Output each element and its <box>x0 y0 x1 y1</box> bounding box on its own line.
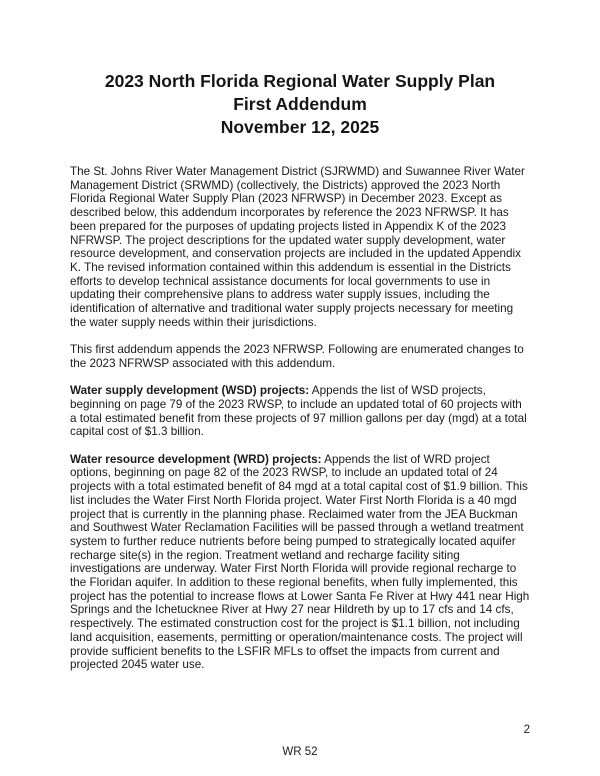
paragraph-appendum-note <box>70 343 531 370</box>
document-title-line-2: First Addendum <box>233 94 367 114</box>
paragraph-text: Appends the list of WRD project options, beginning on page 82 of the 2023 RWSP, to include an updated total of 24 projects with a total estimated benefit of 84 mgd at a total capital cost of $1.9 billion. This list includes the Water First North Florida project. Water First North Florida is a 40 mgd project that is currently in the planning phase. Reclaimed water from the JEA Buckman and Southwest Water Reclamation Facilities will be passed through a wetland treatment system to further reduce nutrients before being pumped to strategically located aquifer recharge site(s) in the region. Treatment wetland and recharge facility siting investigations are underway. Water First North Florida will provide regional recharge to the Floridan aquifer. In addition to these regional benefits, when fully implemented, this project has the potential to increase flows at Lower Santa Fe River at Hwy 441 near High Springs and the Ichetucknee River at Hwy 27 near Hildreth by up to 17 cfs and 14 cfs, respectively. The estimated construction cost for the project is $1.1 billion, not including land acquisition, easements, permitting or operation/maintenance costs. The project will provide sufficient benefits to the LSFIR MFLs to offset the impacts from current and projected 2045 water use. <box>70 452 530 672</box>
document-title-line-3: November 12, 2025 <box>220 117 380 137</box>
paragraph-text: Appends the list of WSD projects, beginning on page 79 of the 2023 RWSP, to include an updated total of 60 projects with a total estimated benefit from these projects of 97 million gallons per day (mgd) at a total capital cost of $1.3 billion. <box>70 384 527 439</box>
page-number: 2 <box>523 724 530 736</box>
document-body <box>70 165 531 672</box>
paragraph-text: The St. Johns River Water Management District (SJRWMD) and Suwannee River Water Management District (SRWMD) (collectively, the Districts) approved the 2023 North Florida Regional Water Supply Plan (2023 NFRWSP) in December 2023. Except as described below, this addendum incorporates by reference the 2023 NFRWSP. It has been prepared for the purposes of updating projects listed in Appendix K of the 2023 NFRWSP. The project descriptions for the updated water supply development, water resource development, and conservation projects are included in the updated Appendix K. The revised information contained within this addendum is essential in the Districts efforts to develop technical assistance documents for local governments to use in updating their comprehensive plans to address water supply issues, including the identification of alternative and traditional water supply projects necessary for meeting the water supply needs within their jurisdictions. <box>70 165 525 329</box>
paragraph-lead: Water supply development (WSD) projects: <box>70 384 310 398</box>
paragraph-wsd-projects <box>70 384 531 439</box>
paragraph-intro <box>70 165 531 329</box>
document-title <box>0 0 600 139</box>
document-title-line-1: 2023 North Florida Regional Water Supply Plan <box>104 71 496 91</box>
paragraph-lead: Water resource development (WRD) projects: <box>70 452 322 466</box>
footer-doc-code: WR 52 <box>282 746 318 758</box>
paragraph-wrd-projects <box>70 453 531 672</box>
paragraph-text: This first addendum appends the 2023 NFRWSP. Following are enumerated changes to the 2023 NFRWSP associated with this addendum. <box>70 343 524 370</box>
